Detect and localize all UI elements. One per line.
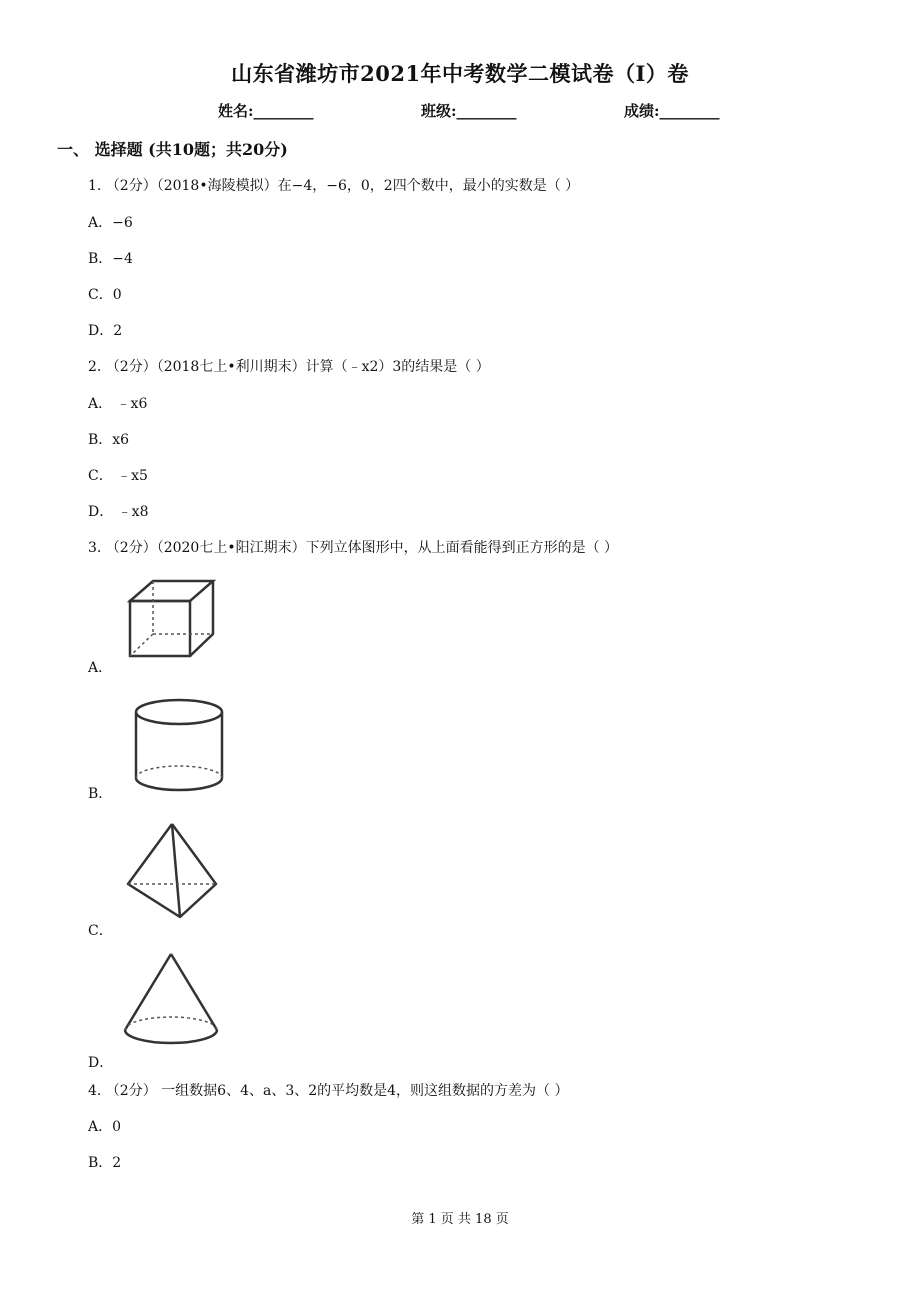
q3-option-b: B． — [88, 786, 113, 802]
q2-option-d: D． ﹣x8 — [88, 504, 149, 520]
q1-option-c: C．0 — [88, 287, 122, 303]
q4-option-a: A．0 — [88, 1119, 122, 1135]
q3-option-c: C． — [88, 923, 113, 939]
q4-option-b: B．2 — [88, 1155, 122, 1171]
q2-option-b: B．x6 — [88, 432, 130, 448]
question-3: 3. （2分）（2020七上•阳江期末）下列立体图形中，从上面看能得到正方形的是（ ） — [88, 540, 619, 556]
page-footer: 第 1 页 共 18 页 — [411, 1212, 509, 1227]
question-1: 1. （2分）（2018•海陵模拟）在−4，−6，0，2四个数中，最小的实数是（ ） — [88, 178, 580, 194]
cube-figure — [125, 576, 220, 661]
q1-option-d: D．2 — [88, 323, 123, 339]
section-heading: 一、 选择题 (共10题；共20分) — [57, 140, 288, 159]
q1-option-b: B．−4 — [88, 251, 133, 267]
q2-option-c: C． ﹣x5 — [88, 468, 148, 484]
class-field: 班级:________ — [421, 102, 517, 120]
score-field: 成绩:________ — [624, 102, 720, 120]
q2-option-a: A． ﹣x6 — [88, 396, 148, 412]
cone-figure — [121, 950, 221, 1050]
page-title: 山东省潍坊市2021年中考数学二模试卷（I）卷 — [231, 61, 689, 86]
q1-option-a: A．−6 — [88, 215, 133, 231]
q3-option-d: D． — [88, 1055, 114, 1071]
q3-option-a: A． — [88, 660, 113, 676]
name-field: 姓名:________ — [218, 102, 314, 120]
cylinder-figure — [133, 696, 228, 792]
pyramid-figure — [124, 820, 220, 920]
question-4: 4. （2分） 一组数据6、4、a、3、2的平均数是4，则这组数据的方差为（ ） — [88, 1083, 569, 1099]
question-2: 2. （2分）（2018七上•利川期末）计算（﹣x2）3的结果是（ ） — [88, 359, 490, 375]
